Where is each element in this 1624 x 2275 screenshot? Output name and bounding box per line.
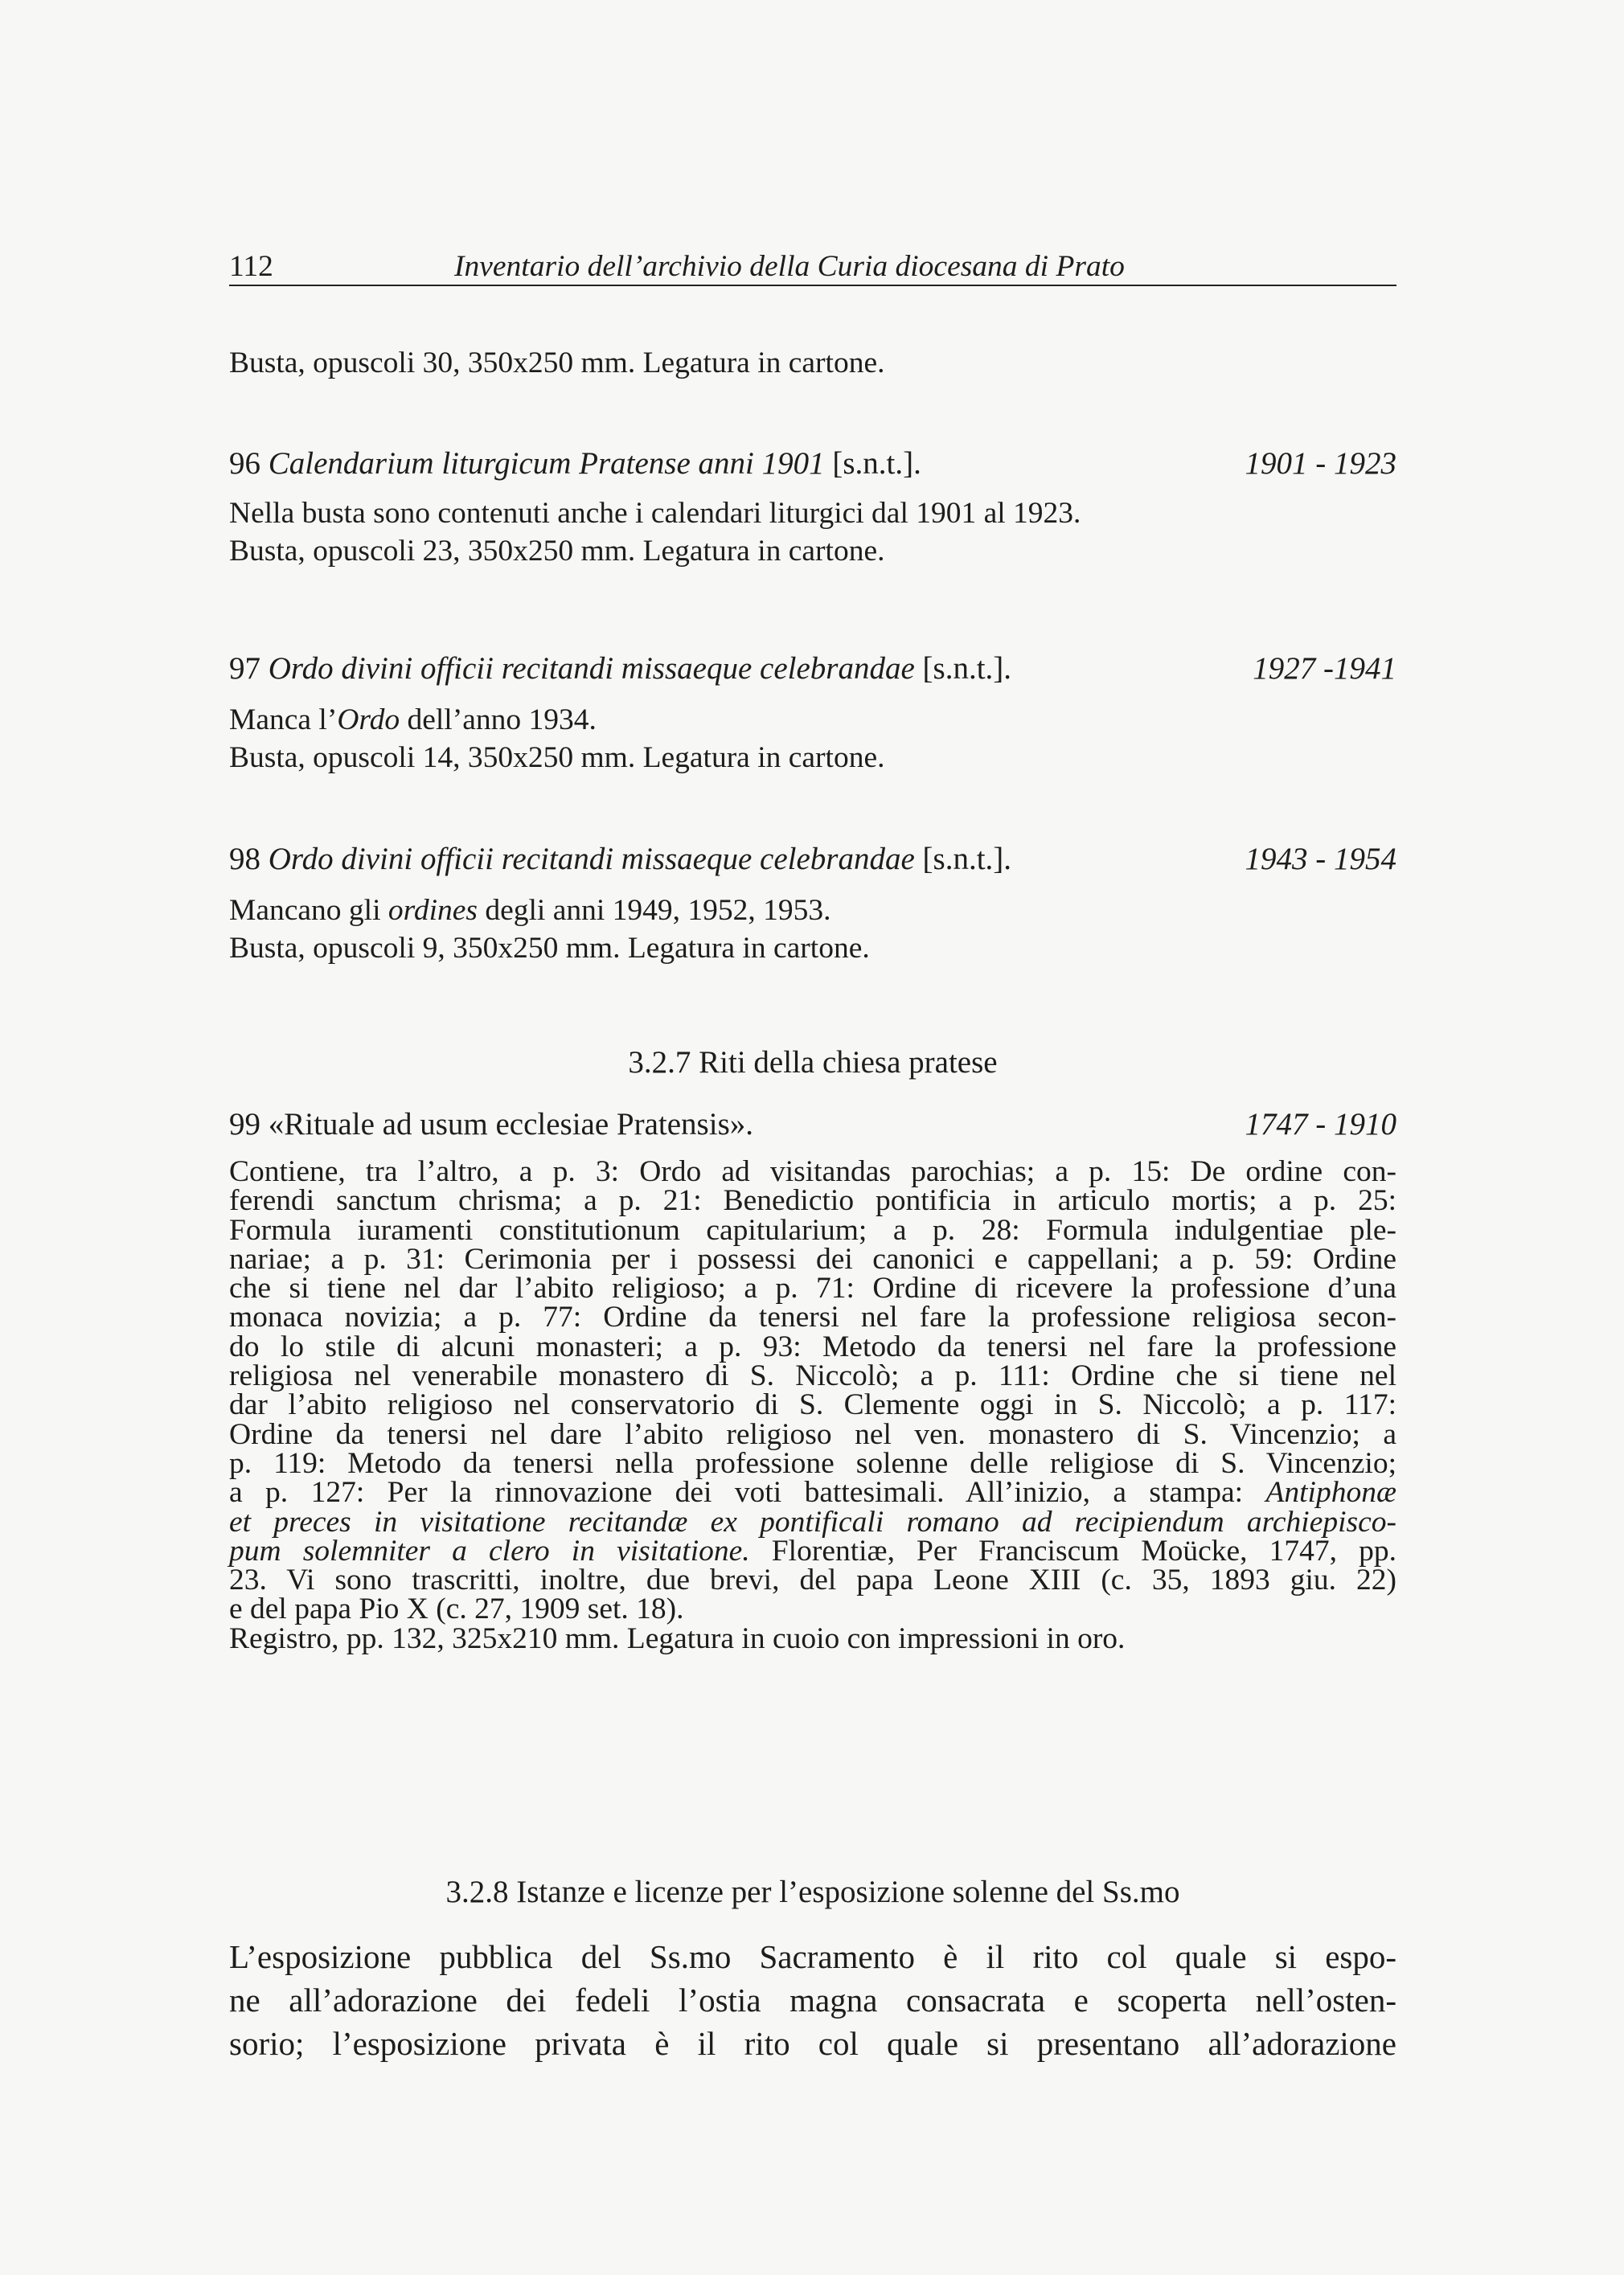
body-line: Registro, pp. 132, 325x210 mm. Legatura in cuoio con impressioni in oro.: [229, 1621, 1126, 1655]
entry-line: Busta, opuscoli 14, 350x250 mm. Legatura in cartone.: [229, 741, 885, 774]
line-suffix: Florentiæ, Per Franciscum Moücke, 1747, pp.: [749, 1534, 1396, 1568]
entry-date: 1943 - 1954: [1245, 842, 1396, 876]
entry-title-suffix: [s.n.t.].: [832, 446, 921, 481]
body-line: Contiene, tra l’altro, a p. 3: Ordo ad visitandas parochias; a p. 15: De ordine con-: [229, 1155, 1396, 1188]
entry-number: 98: [229, 842, 260, 876]
note-prefix: Manca l’: [229, 703, 338, 736]
body-line: nariae; a p. 31: Cerimonia per i possessi dei canonici e cappellani; a p. 59: Ordine: [229, 1242, 1396, 1276]
entry-title-italic: Calendarium liturgicum Pratense anni 1901: [268, 446, 825, 481]
body-line: religiosa nel venerabile monastero di S. Niccolò; a p. 111: Ordine che si tiene nel: [229, 1359, 1396, 1393]
entry-title-suffix: [s.n.t.].: [922, 842, 1012, 876]
entry-title-text: 99 «Rituale ad usum ecclesiae Pratensis».: [229, 1107, 753, 1142]
body-line-mixed: [229, 1474, 1396, 1510]
body-paragraph-line: L’esposizione pubblica del Ss.mo Sacramento è il rito col quale si espo-: [229, 1938, 1396, 1975]
body-line: 23. Vi sono trascritti, inoltre, due brevi, del papa Leone XIII (c. 35, 1893 giu. 22): [229, 1564, 1396, 1597]
body-line: monaca novizia; a p. 77: Ordine da tenersi nel fare la professione religiosa secon-: [229, 1301, 1396, 1334]
entry-line: Nella busta sono contenuti anche i calendari liturgici dal 1901 al 1923.: [229, 497, 1081, 530]
top-line: Busta, opuscoli 30, 350x250 mm. Legatura in cartone.: [229, 346, 885, 379]
entry-97: [229, 650, 1396, 777]
section-328-body: [229, 1935, 1396, 2065]
entry-note: [229, 701, 1396, 739]
entry-note: [229, 892, 1396, 929]
entry-title: [229, 445, 1396, 485]
entry-title-italic: Ordo divini officii recitandi missaeque celebrandae: [268, 842, 915, 876]
entry-date: 1927 -1941: [1253, 651, 1396, 686]
body-line: dar l’abito religioso nel conservatorio di S. Clemente oggi in S. Niccolò; a p. 117:: [229, 1388, 1396, 1422]
section-heading-328: 3.2.8 Istanze e licenze per l’esposizione solenne del Ss.mo: [445, 1875, 1180, 1909]
running-title: Inventario dell’archivio della Curia diocesana di Prato: [454, 250, 1125, 283]
body-line-italic: [229, 1503, 1396, 1539]
body-paragraph-line: sorio; l’esposizione privata è il rito col quale si presentano all’adorazione: [229, 2025, 1396, 2062]
entry-number: 97: [229, 651, 260, 686]
note-suffix: degli anni 1949, 1952, 1953.: [477, 894, 831, 927]
body-line-mixed: [229, 1532, 1396, 1568]
entry-title-italic: Ordo divini officii recitandi missaeque celebrandae: [268, 651, 915, 686]
line-prefix: a p. 127: Per la rinnovazione dei voti battesimali. All’inizio, a stampa:: [229, 1476, 1266, 1510]
section-heading-327: 3.2.7 Riti della chiesa pratese: [628, 1045, 998, 1080]
note-suffix: dell’anno 1934.: [400, 703, 597, 736]
line-italic: Antiphonæ: [1265, 1476, 1396, 1510]
entry-title: [229, 650, 1396, 690]
entry-date: 1901 - 1923: [1245, 446, 1396, 481]
entry-date: 1747 - 1910: [1245, 1107, 1396, 1142]
body-line: p. 119: Metodo da tenersi nella professione solenne delle religiose di S. Vincenzio;: [229, 1446, 1396, 1480]
body-line: ferendi sanctum chrisma; a p. 21: Benedictio pontificia in articulo mortis; a p. 25:: [229, 1184, 1396, 1218]
entry-title: [229, 840, 1396, 880]
note-italic: ordines: [388, 894, 478, 927]
page-number: 112: [229, 250, 273, 283]
entry-line: Busta, opuscoli 9, 350x250 mm. Legatura in cartone.: [229, 932, 870, 965]
body-line: Ordine da tenersi nel dare l’abito religioso nel ven. monastero di S. Vincenzio; a: [229, 1417, 1396, 1451]
line-italic: et preces in visitatione recitandæ ex pontificali romano ad recipiendum archiepisco-: [229, 1505, 1396, 1539]
running-header: [229, 248, 1396, 286]
body-line: che si tiene nel dar l’abito religioso; a p. 71: Ordine di ricevere la professione d’una: [229, 1272, 1396, 1306]
entry-title-suffix: [s.n.t.].: [922, 651, 1012, 686]
entry-96: [229, 445, 1396, 570]
entry-number: 96: [229, 446, 260, 481]
body-line: Formula iuramenti constitutionum capitularium; a p. 28: Formula indulgentiae ple-: [229, 1213, 1396, 1247]
body-paragraph-line: ne all’adorazione dei fedeli l’ostia magna consacrata e scoperta nell’osten-: [229, 1982, 1396, 2019]
entry-99: [229, 1105, 1396, 1655]
body-line: e del papa Pio X (c. 27, 1909 set. 18).: [229, 1592, 684, 1626]
entry-99-body: [229, 1153, 1396, 1655]
note-italic: Ordo: [337, 703, 400, 736]
entry-title: [229, 1105, 1396, 1146]
entry-98: [229, 840, 1396, 967]
line-italic: pum solemniter a clero in visitatione.: [229, 1534, 750, 1568]
note-prefix: Mancano gli: [229, 894, 388, 927]
body-line: do lo stile di alcuni monasteri; a p. 93: Metodo da tenersi nel fare la professione: [229, 1330, 1396, 1363]
entry-line: Busta, opuscoli 23, 350x250 mm. Legatura in cartone.: [229, 535, 885, 568]
